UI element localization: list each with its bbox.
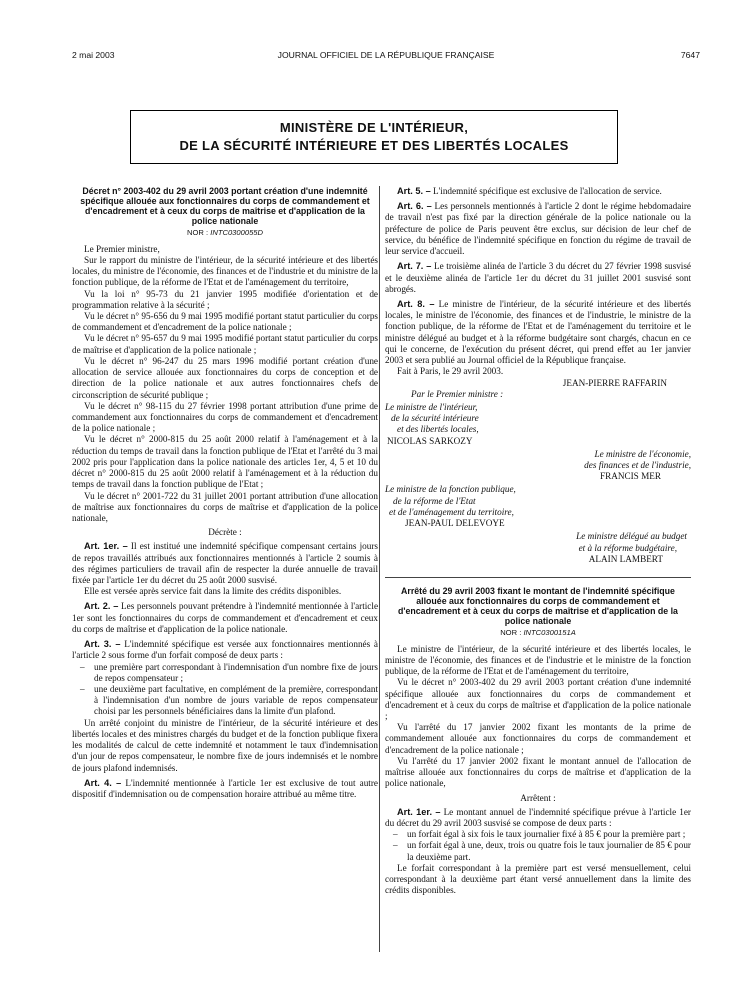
signature-role: Le ministre de la fonction publique, xyxy=(385,484,516,495)
ministry-line-1: MINISTÈRE DE L'INTÉRIEUR, xyxy=(279,120,469,135)
ministry-line-2: DE LA SÉCURITÉ INTÉRIEURE ET DES LIBERTÉS LOCALES xyxy=(179,138,569,153)
arrete-nor-value: INTC0300151A xyxy=(523,628,576,638)
header-page-number: 7647 xyxy=(680,50,700,60)
arrete-visa: Vu l'arrêté du 17 janvier 2002 fixant le montant annuel de l'allocation de maîtrise allouée aux fonctionnaires du corps de maîtrise et d'application de la police nationale, xyxy=(385,755,691,789)
decret-decrete: Décrète : xyxy=(208,527,242,538)
article-label: Art. 1er. – xyxy=(84,541,128,552)
arrete-nor xyxy=(385,628,691,637)
decret-article-1 xyxy=(72,541,378,586)
arrete-visa: Vu le décret n° 2003-402 du 29 avril 2003 portant création d'une indemnité spécifique allouée aux fonctionnaires du corps de commandement et d'encadrement et à ceux du corps de maîtrise et d'application de la police nationale ; xyxy=(385,677,691,721)
decret-title: Décret n° 2003-402 du 29 avril 2003 portant création d'une indemnité spécifique allouée aux fonctionnaires du corps de commandement et d'encadrement et à ceux du corps de maîtrise et d'application de la police nationale xyxy=(80,186,370,227)
decret-visa: Vu le décret n° 95-656 du 9 mai 1995 modifié portant statut particulier du corps de commandement et d'encadrement de la police nationale ; xyxy=(72,311,378,333)
arrete-article-1 xyxy=(385,807,691,829)
article-label: Art. 8. – xyxy=(397,298,435,309)
signature-par: Par le Premier ministre : xyxy=(411,388,504,399)
arrete-article-1-list xyxy=(385,829,691,863)
article-text: Le troisième alinéa de l'article 3 du décret du 27 février 1998 susvisé et le deuxième alinéa de l'article 1er du décret du 31 juillet 2001 susvisé sont abrogés. xyxy=(385,261,692,294)
article-text: Le ministre de l'intérieur, de la sécurité intérieure et des libertés locales, le ministre de l'économie, des finances et de l'industrie, le ministre de la fonction publique, de la réforme de l'Etat et de l'aménagement du territoire et le ministre délégué au budget et à la réforme budgétaire sont chargés, chacun en ce qui le concerne, de l'exécution du présent décret, qui prend effet au 1er janvier 2003 et sera publié au Journal officiel de la République française. xyxy=(385,298,692,366)
ministry-box xyxy=(130,110,618,164)
decret-article-3-list xyxy=(72,662,378,718)
article-label: Art. 4. – xyxy=(84,777,122,788)
list-item: – une première part correspondant à l'indemnisation d'un nombre fixe de jours de repos compensateur ; xyxy=(72,662,378,684)
decret-fait: Fait à Paris, le 29 avril 2003. xyxy=(397,366,504,377)
left-column xyxy=(72,186,378,800)
decret-nor xyxy=(72,228,378,237)
signature-block-2 xyxy=(385,449,691,483)
header-journal-title: JOURNAL OFFICIEL DE LA RÉPUBLIQUE FRANÇAISE xyxy=(277,50,495,60)
decret-article-4 xyxy=(72,778,378,800)
article-text: Les personnels pouvant prétendre à l'indemnité mentionnée à l'article 1er sont les fonctionnaires du corps de commandement et d'encadrement et ceux du corps de maîtrise et d'application de la police nationale. xyxy=(72,601,379,634)
column-divider xyxy=(379,186,380,952)
section-divider xyxy=(385,577,691,578)
signature-block-4 xyxy=(385,531,691,565)
decret-article-3-p2: Un arrêté conjoint du ministre de l'intérieur, de la sécurité intérieure et des libertés locales et des ministres chargés du budget et de la fonction publique fixera les modalités de calcul de cette indemnité et notamment le taux d'indemnisation d'un jour de repos compensateur, le nombre fixe de jours indemnisés et le nombre de jours plafond indemnisés. xyxy=(72,717,378,773)
article-text: L'indemnité mentionnée à l'article 1er est exclusive de tout autre dispositif d'indemnisation ou de compensation horaire attribué au même titre. xyxy=(72,777,379,799)
decret-article-1-p2: Elle est versée après service fait dans la limite des crédits disponibles. xyxy=(84,586,342,597)
article-label: Art. 6. – xyxy=(397,201,432,212)
decret-visa: Vu le décret n° 96-247 du 25 mars 1996 modifié portant création d'une allocation de service allouée aux fonctionnaires du corps de conception et de direction de la police nationale et aux autres fonctionnaires chefs de circonscription de sécurité publique ; xyxy=(72,355,378,400)
arrete-visa: Vu l'arrêté du 17 janvier 2002 fixant les montants de la prime de commandement allouée aux fonctionnaires du corps de commandement et d'encadrement de la police nationale ; xyxy=(385,722,691,755)
header-date: 2 mai 2003 xyxy=(72,50,115,60)
decret-visa: Sur le rapport du ministre de l'intérieur, de la sécurité intérieure et des libertés locales, du ministre de l'économie, des finances et de l'industrie et du ministre de la fonction publique, de la réforme de l'Etat et de l'aménagement du territoire, xyxy=(72,254,378,288)
decret-visa: Vu le décret n° 2000-815 du 25 août 2000 relatif à l'aménagement et à la réduction du temps de travail dans la fonction publique de l'Etat et l'arrêté du 3 mai 2002 pris pour l'application dans la police nationale des articles 1er, 4, 5 et 10 du décret n° 2000-815 du 25 août 2000 relatif à l'aménagement et à la réduction du temps de travail dans la fonction publique de l'Etat ; xyxy=(72,434,378,490)
arrete-intro: Le ministre de l'intérieur, de la sécurité intérieure et des libertés locales, le ministre de l'économie, des finances et de l'industrie et le ministre de la fonction publique, de la réforme de l'Etat et de l'aménagement du territoire, xyxy=(385,643,691,677)
decret-visa: Vu le décret n° 98-115 du 27 février 1998 portant attribution d'une prime de commandement aux fonctionnaires du corps de commandement et d'encadrement de la police nationale ; xyxy=(72,400,378,434)
right-column xyxy=(385,186,691,897)
signature-role: de la sécurité intérieure xyxy=(391,413,479,424)
signature-block-3 xyxy=(385,484,691,529)
signature-name: ALAIN LAMBERT xyxy=(588,553,663,564)
signature-role: et à la réforme budgétaire, xyxy=(578,542,677,553)
article-text: L'indemnité spécifique est exclusive de l'allocation de service. xyxy=(433,186,662,196)
decret-nor-value: INTC0300055D xyxy=(210,228,263,238)
signature-role: de la réforme de l'Etat xyxy=(393,495,476,506)
signature-name: JEAN-PAUL DELEVOYE xyxy=(405,518,505,529)
decret-intro: Le Premier ministre, xyxy=(84,243,160,254)
signature-name: FRANCIS MER xyxy=(599,471,661,482)
decret-article-6 xyxy=(385,201,691,257)
article-label: Art. 3. – xyxy=(84,639,121,650)
decret-article-7 xyxy=(385,261,691,295)
list-item: – un forfait égal à une, deux, trois ou quatre fois le taux journalier de 85 € pour la deuxième part. xyxy=(385,840,691,862)
list-item: – un forfait égal à six fois le taux journalier fixé à 85 € pour la première part ; xyxy=(385,829,691,840)
signature-block-1 xyxy=(385,402,691,447)
signature-pm-name: JEAN-PIERRE RAFFARIN xyxy=(562,377,667,388)
signature-name: NICOLAS SARKOZY xyxy=(387,435,473,446)
decret-article-5 xyxy=(385,186,691,197)
article-text: Le montant annuel de l'indemnité spécifique prévue à l'article 1er du décret du 29 avril 2003 susvisé se compose de deux parts : xyxy=(385,806,691,828)
article-label: Art. 5. – xyxy=(397,186,431,196)
decret-article-3 xyxy=(72,639,378,661)
arrete-article-1-p2: Le forfait correspondant à la première part est versé mensuellement, celui correspondant à la deuxième part étant versé annuellement dans la limite des crédits disponibles. xyxy=(385,862,691,896)
arrete-arretent: Arrêtent : xyxy=(520,792,556,803)
article-text: Il est institué une indemnité spécifique compensant certains jours de repos travaillés attribués aux fonctionnaires mentionnés à l'article 2 soumis à des régimes particuliers de travail afin de respecter la durée annuelle de travail fixée par l'article 1er du décret du 25 août 2000 susvisé. xyxy=(72,541,378,586)
page-header xyxy=(72,50,700,64)
signature-role: Le ministre délégué au budget xyxy=(576,531,687,542)
decret-article-2 xyxy=(72,601,378,635)
list-item: – une deuxième part facultative, en complément de la première, correspondant à l'indemnisation d'un nombre de jours variable de repos compensateur choisi par les personnels bénéficiaires dans la limite d'un plafond. xyxy=(72,684,378,718)
decret-visa: Vu le décret n° 95-657 du 9 mai 1995 modifié portant statut particulier du corps de maîtrise et d'application de la police nationale ; xyxy=(72,333,378,355)
signature-role: Le ministre de l'intérieur, xyxy=(385,401,478,412)
decret-article-8 xyxy=(385,299,691,366)
signature-role: et de l'aménagement du territoire, xyxy=(389,506,514,517)
article-text: Les personnels mentionnés à l'article 2 dont le régime hebdomadaire de travail n'est pas fixé par la direction générale de la police nationale ou la préfecture de police de Paris peuvent être exclus, sur décision de leur chef de service, du bénéfice de l'indemnité spécifique en fonction du régime de travail de leur service d'accueil. xyxy=(385,201,692,257)
arrete-title: Arrêté du 29 avril 2003 fixant le montant de l'indemnité spécifique allouée aux fonctionnaires du corps de commandement et d'encadrement et à ceux du corps de maîtrise et d'application de la police nationale xyxy=(398,586,678,627)
article-label: Art. 2. – xyxy=(84,601,119,612)
article-text: L'indemnité spécifique est versée aux fonctionnaires mentionnés à l'article 2 sous forme d'un forfait composé de deux parts : xyxy=(72,639,379,661)
article-label: Art. 7. – xyxy=(397,261,432,272)
signature-role: Le ministre de l'économie, xyxy=(594,448,691,459)
decret-nor-label: NOR : xyxy=(187,228,209,238)
signature-role: des finances et de l'industrie, xyxy=(584,460,691,471)
decret-visa: Vu la loi n° 95-73 du 21 janvier 1995 modifiée d'orientation et de programmation relative à la sécurité ; xyxy=(72,288,378,310)
article-label: Art. 1er. – xyxy=(397,806,441,817)
signature-role: et des libertés locales, xyxy=(397,424,479,435)
decret-visa: Vu le décret n° 2001-722 du 31 juillet 2001 portant attribution d'une allocation de maîtrise aux fonctionnaires du corps de maîtrise et d'application de la police nationale, xyxy=(72,490,378,523)
arrete-nor-label: NOR : xyxy=(500,628,522,638)
